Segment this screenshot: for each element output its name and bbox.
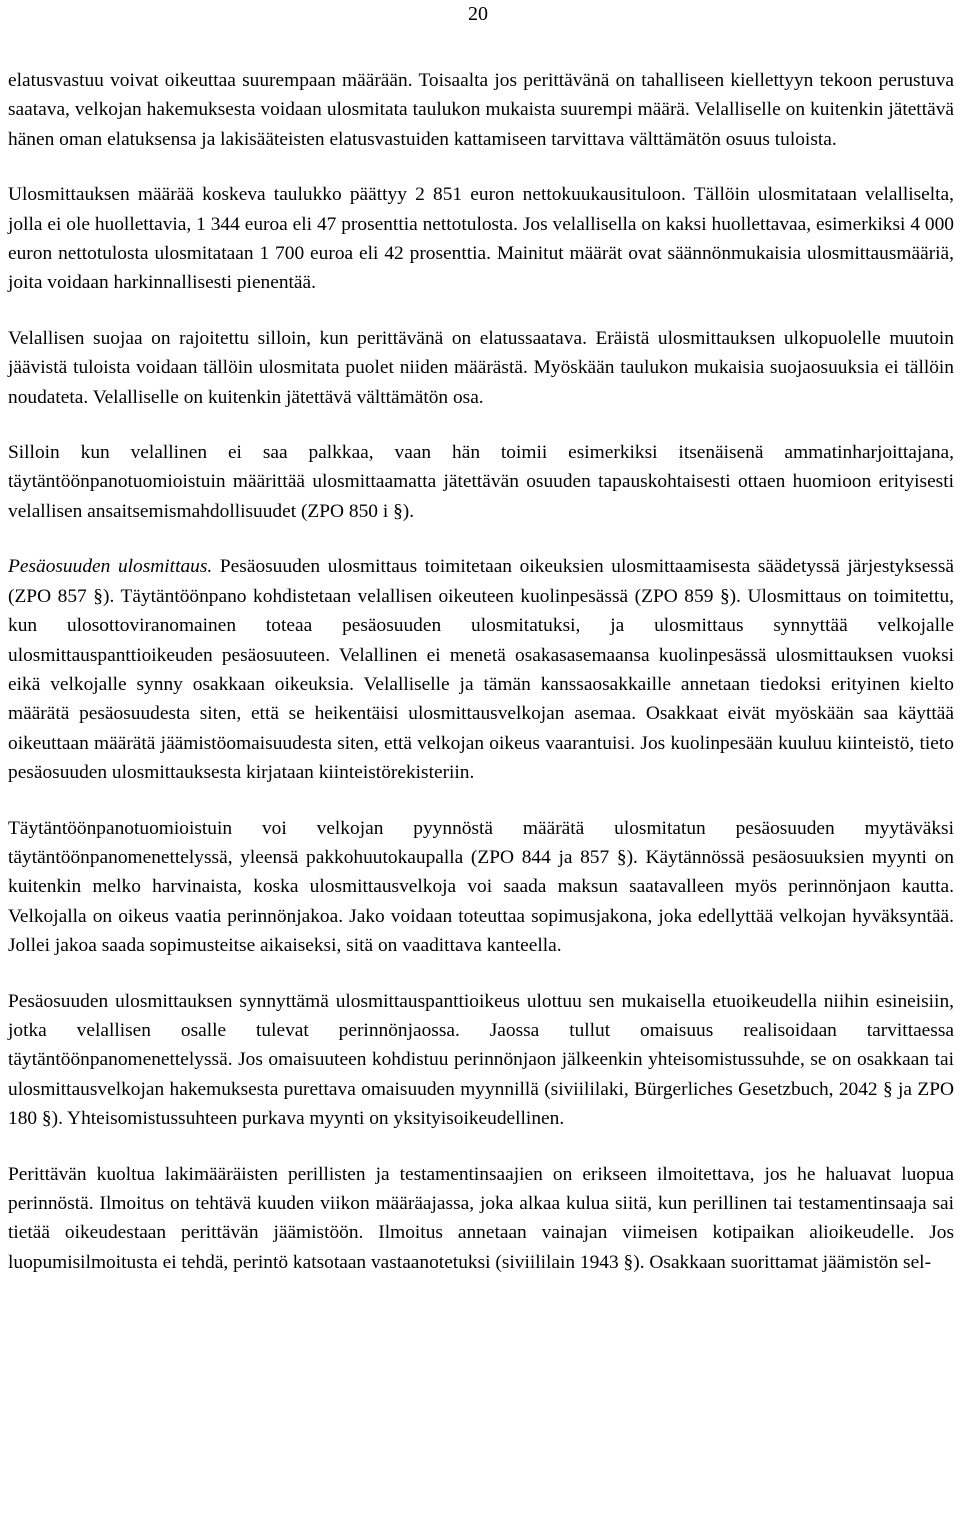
paragraph-4: Silloin kun velallinen ei saa palkkaa, vaan hän toimii esimerkiksi itsenäisenä ammatinharjoittajana, täytäntöönpanotuomioistuin määrittää ulosmittaamatta jätettävän osuuden tapauskohtaisesti ottaen huomioon erityisesti velallisen ansaitsemismahdollisuudet (ZPO 850 i §). [8, 442, 954, 522]
document-body [8, 66, 954, 1277]
paragraph-6: Täytäntöönpanotuomioistuin voi velkojan pyynnöstä määrätä ulosmitatun pesäosuuden myytäväksi täytäntöönpanomenettelyssä, yleensä pakkohuutokaupalla (ZPO 844 ja 857 §). Käytännössä pesäosuuksien myynti on kuitenkin melko harvinaista, koska ulosmittausvelkoja voi saada maksun saatavalleen myös perinnönjaon kautta. Velkojalla on oikeus vaatia perinnönjakoa. Jako voidaan toteuttaa sopimusjakona, joka edellyttää velkojan hyväksyntää. Jollei jakoa saada sopimusteitse aikaiseksi, sitä on vaadittava kanteella. [8, 817, 954, 957]
paragraph-2: Ulosmittauksen määrää koskeva taulukko päättyy 2 851 euron nettokuukausituloon. Tällöin ulosmitataan velalliselta, jolla ei ole huollettavia, 1 344 euroa eli 47 prosenttia nettotulosta. Jos velallisella on kaksi huollettavaa, esimerkiksi 4 000 euron nettotulosta ulosmitataan 1 700 euroa eli 42 prosenttia. Mainitut määrät ovat säännönmukaisia ulosmittausmääriä, joita voidaan harkinnallisesti pienentää. [8, 184, 954, 294]
section-heading-inline: Pesäosuuden ulosmittaus. [8, 556, 213, 578]
paragraph-8: Perittävän kuoltua lakimääräisten perillisten ja testamentinsaajien on erikseen ilmoitettava, jos he haluavat luopua perinnöstä. Ilmoitus on tehtävä kuuden viikon määräajassa, joka alkaa kulua siitä, kun perillinen tai testamentinsaaja sai tietää oikeudestaan perittävän jäämistöön. Ilmoitus annetaan vainajan viimeisen kotipaikan alioikeudelle. Jos luopumisilmoitusta ei tehdä, perintö katsotaan vastaanotetuksi (siviililain 1943 §). Osakkaan suorittamat jäämistön sel- [8, 1163, 954, 1273]
paragraph-7: Pesäosuuden ulosmittauksen synnyttämä ulosmittauspanttioikeus ulottuu sen mukaisella etuoikeudella niihin esineisiin, jotka velallisen osalle tulevat perinnönjaossa. Jaossa tullut omaisuus realisoidaan tarvittaessa täytäntöönpanomenettelyssä. Jos omaisuuteen kohdistuu perinnönjaon jälkeenkin yhteisomistussuhde, se on osakkaan tai ulosmittausvelkojan hakemuksesta purettava omaisuuden myynnillä (siviililaki, Bürgerliches Gesetzbuch, 2042 § ja ZPO 180 §). Yhteisomistussuhteen purkava myynti on yksityisoikeudellinen. [8, 990, 954, 1130]
page-number: 20 [468, 3, 488, 25]
paragraph-1: elatusvastuu voivat oikeuttaa suurempaan määrään. Toisaalta jos perittävänä on tahalliseen kiellettyyn tekoon perustuva saatava, velkojan hakemuksesta voidaan ulosmitata taulukon mukaista suurempi määrä. Velalliselle on kuitenkin jätettävä hänen oman elatuksensa ja lakisääteisten elatusvastuiden kattamiseen tarvittava välttämätön osuus tuloista. [8, 70, 954, 150]
paragraph-3: Velallisen suojaa on rajoitettu silloin, kun perittävänä on elatussaatava. Eräistä ulosmittauksen ulkopuolelle muutoin jäävistä tuloista voidaan tällöin ulosmitata puolet niiden määrästä. Myöskään taulukon mukaisia suojaosuuksia ei tällöin noudateta. Velalliselle on kuitenkin jätettävä välttämätön osa. [8, 327, 954, 408]
paragraph-5 [8, 552, 954, 787]
paragraph-5-text: Pesäosuuden ulosmittaus toimitetaan oikeuksien ulosmittaamisesta säädetyssä järjestyksessä (ZPO 857 §). Täytäntöönpano kohdistetaan velallisen oikeuteen kuolinpesässä (ZPO 859 §). Ulosmittaus on toimitettu, kun ulosottoviranomainen toteaa pesäosuuden ulosmitatuksi, ja ulosmittaus synnyttää velkojalle ulosmittauspanttioikeuden pesäosuuteen. Velallinen ei menetä osakasasemaansa kuolinpesässä ulosmittauksen vuoksi eikä velkojalle synny osakkaan oikeuksia. Velalliselle ja tämän kanssaosakkaille annetaan tiedoksi erityinen kielto määrätä pesäosuudesta siten, että se heikentäisi ulosmittausvelkojan asemaa. Osakkaat eivät myöskään saa käyttää oikeuttaan määrätä jäämistöomaisuudesta siten, että velkojan oikeus vaarantuisi. Jos kuolinpesään kuuluu kiinteistö, tieto pesäosuuden ulosmittauksesta kirjataan kiinteistörekisteriin. [8, 556, 954, 784]
